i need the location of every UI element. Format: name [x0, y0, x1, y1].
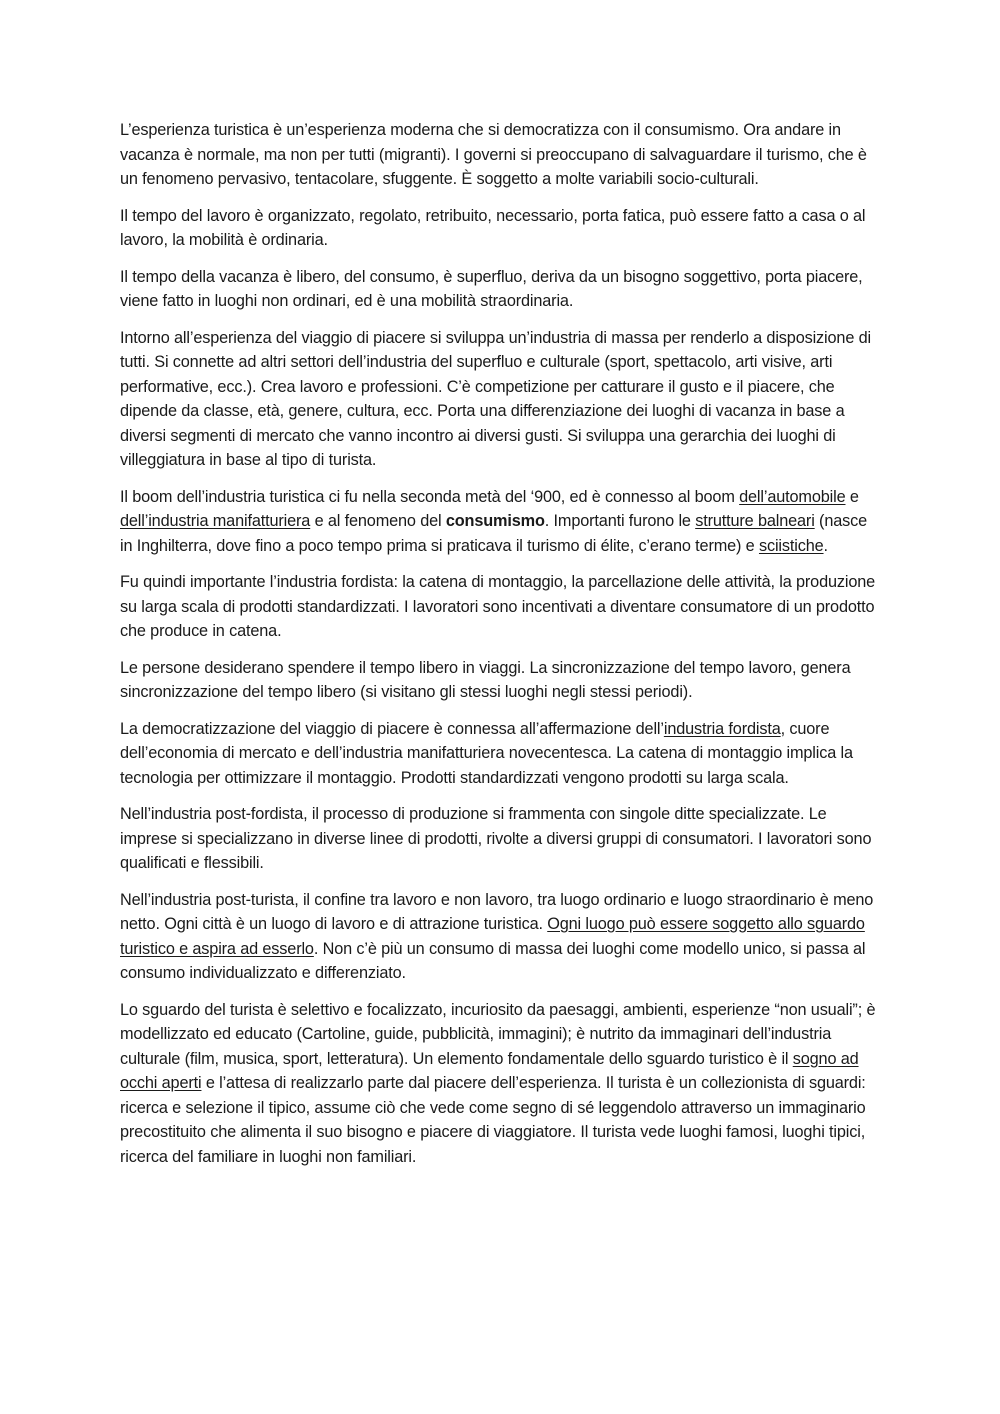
- text-run: Nell’industria post-turista, il confine tra lavoro e non lavoro, tra luogo ordinario e luogo straordinario è meno netto. Ogni città è un luogo di lavoro e di attrazione turistica.: [120, 890, 874, 933]
- paragraph-mass-industry: Intorno all’esperienza del viaggio di piacere si sviluppa un’industria di massa per renderlo a disposizione di tutti. Si connette ad altri settori dell’industria del superfluo e culturale (sport, spettacolo, arti visive, arti performative, ecc.). Crea lavoro e professioni. C’è competizione per catturare il gusto e il piacere, che dipende da classe, età, genere, cultura, ecc. Porta una differenziazione dei luoghi di vacanza in base a diversi segmenti di mercato che vanno incontro ai diversi gusti. Si sviluppa una gerarchia dei luoghi di villeggiatura in base al tipo di turista.: [120, 328, 871, 469]
- text-run: e al fenomeno del: [310, 512, 446, 530]
- paragraph-tourist-gaze: [120, 998, 882, 1170]
- text-run: .: [823, 536, 828, 555]
- underlined-tourist-gaze-place: Ogni luogo può essere soggetto allo sguardo turistico e aspira ad esserlo: [120, 915, 865, 958]
- bold-consumismo: consumismo: [445, 512, 545, 530]
- paragraph-post-fordist: Nell’industria post-fordista, il processo di produzione si frammenta con singole ditte specializzate. Le imprese si specializzano in diverse linee di prodotti, rivolte a diversi gruppi di consumatori. I lavoratori sono qualificati e flessibili.: [120, 805, 872, 872]
- text-run: Lo sguardo del turista è selettivo e focalizzato, incuriosito da paesaggi, ambienti, esperienze “non usuali”; è modellizzato ed educato (Cartoline, guide, pubblicità, immagini); è nutrito da immaginari dell’industria culturale (film, musica, sport, letteratura). Un elemento fondamentale dello sguardo turistico è il: [120, 1000, 876, 1068]
- paragraph-vacation-time: Il tempo della vacanza è libero, del consumo, è superfluo, deriva da un bisogno soggettivo, porta piacere, viene fatto in luoghi non ordinari, ed è una mobilità straordinaria.: [120, 267, 863, 310]
- text-run: (nasce in Inghilterra, dove fino a poco tempo prima si praticava il turismo di élite, c’erano terme) e: [120, 512, 868, 555]
- paragraph-tourist-experience: L’esperienza turistica è un’esperienza moderna che si democratizza con il consumismo. Ora andare in vacanza è normale, ma non per tutti (migranti). I governi si preoccupano di salvaguardare il turismo, che è un fenomeno pervasivo, tentacolare, sfuggente. È soggetto a molte variabili socio-culturali.: [120, 121, 867, 188]
- paragraph-tourism-boom: [120, 485, 882, 559]
- paragraph-post-tourist: [120, 888, 882, 986]
- underlined-manufacturing: dell’industria manifatturiera: [120, 512, 311, 530]
- underlined-automobile: dell’automobile: [739, 487, 846, 506]
- paragraph-work-time: Il tempo del lavoro è organizzato, regolato, retribuito, necessario, porta fatica, può essere fatto a casa o al lavoro, la mobilità è ordinaria.: [120, 206, 866, 249]
- text-run: . Importanti furono le: [544, 512, 696, 530]
- text-run: e l’attesa di realizzarlo parte dal piacere dell’esperienza. Il turista è un collezionista di sguardi: ricerca e selezione il tipico, assume ciò che vede come segno di sé leggendolo attraverso un immaginario precostituito che alimenta il suo bisogno e piacere di viaggiatore. Il turista vede luoghi famosi, luoghi tipici, ricerca del familiare in luoghi non familiari.: [120, 1074, 866, 1166]
- underlined-beach-facilities: strutture balneari: [695, 512, 815, 530]
- text-run: Il boom dell’industria turistica ci fu nella seconda metà del ‘900, ed è connesso al boom: [120, 487, 740, 506]
- text-run: La democratizzazione del viaggio di piacere è connessa all’affermazione dell’: [120, 719, 664, 738]
- paragraph-fordist-industry: Fu quindi importante l’industria fordista: la catena di montaggio, la parcellazione delle attività, la produzione su larga scala di prodotti standardizzati. I lavoratori sono incentivati a diventare consumatore di un prodotto che produce in catena.: [120, 573, 876, 640]
- text-run: . Non c’è più un consumo di massa dei luoghi come modello unico, si passa al consumo individualizzato e differenziato.: [120, 939, 866, 982]
- text-run: , cuore dell’economia di mercato e dell’industria manifatturiera novecentesca. La catena di montaggio implica la tecnologia per ottimizzare il montaggio. Prodotti standardizzati vengono prodotti su larga scala.: [120, 719, 853, 787]
- underlined-fordist-industry: industria fordista: [663, 719, 781, 738]
- underlined-ski-facilities: sciistiche: [758, 536, 824, 555]
- text-run: e: [845, 487, 859, 506]
- paragraph-free-time-sync: Le persone desiderano spendere il tempo libero in viaggi. La sincronizzazione del tempo lavoro, genera sincronizzazione del tempo libero (si visitano gli stessi luoghi negli stessi periodi).: [120, 658, 851, 701]
- paragraph-democratization: [120, 717, 882, 791]
- document-page: [120, 118, 882, 1181]
- underlined-daydream: sogno ad occhi aperti: [120, 1049, 859, 1092]
